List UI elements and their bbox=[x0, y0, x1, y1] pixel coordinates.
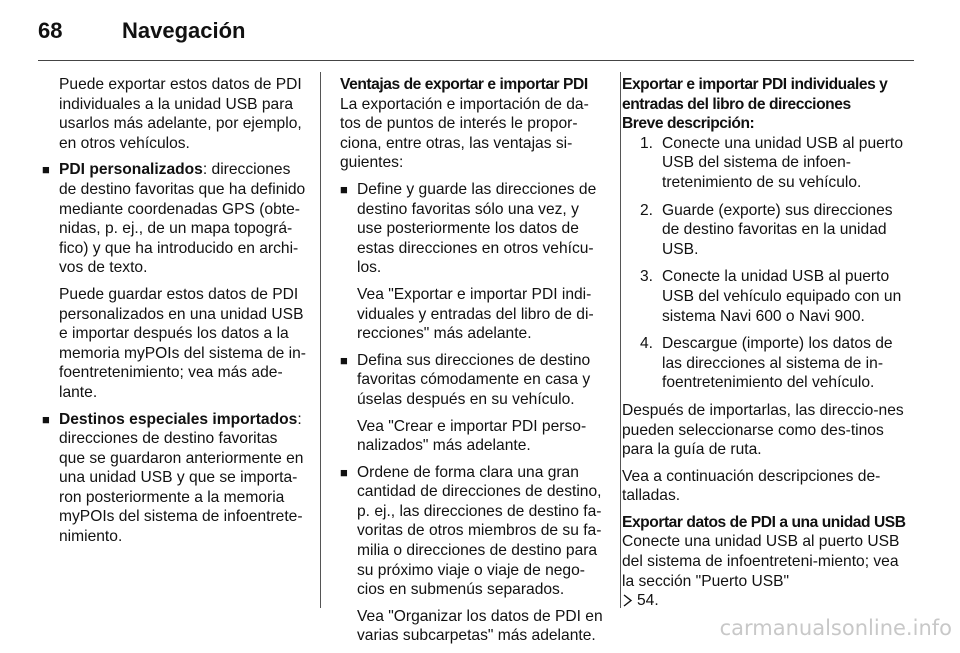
term-destinos-importados: Destinos especiales importados bbox=[59, 410, 298, 428]
col3-see-below: Vea a continuación descripciones de-talladas. bbox=[622, 467, 881, 505]
step-text: Descargue (importe) los datos de las direcciones al sistema de in-foentretenimiento del vehículo. bbox=[662, 335, 893, 392]
page-reference-arrow-icon[interactable] bbox=[622, 593, 633, 613]
column-2 bbox=[340, 75, 604, 653]
step-text: Conecte la unidad USB al puerto USB del vehículo equipado con un sistema Navi 600 o Navi 900. bbox=[662, 268, 902, 325]
step-item bbox=[622, 267, 906, 326]
step-text: Conecte una unidad USB al puerto USB del sistema de infoen-tretenimiento de su vehículo. bbox=[662, 134, 904, 191]
step-number: 3. bbox=[640, 268, 654, 286]
bullet-square-icon: ■ bbox=[340, 464, 348, 480]
step-number: 4. bbox=[640, 335, 654, 353]
bullet-square-icon: ■ bbox=[340, 352, 348, 368]
col2-bullet2-sub: Vea "Crear e importar PDI perso-nalizados" más adelante. bbox=[357, 417, 587, 455]
page-number: 68 bbox=[38, 18, 63, 43]
col2-intro: La exportación e importación de da-tos de puntos de interés le propor-ciona, entre otras, las ventajas si-guientes: bbox=[340, 95, 589, 172]
bullet-square-icon: ■ bbox=[42, 162, 50, 178]
header-divider bbox=[38, 60, 914, 61]
section-title: Navegación bbox=[122, 18, 246, 43]
col2-bullet1-text: Define y guarde las direcciones de destino favoritas sólo una vez, y use posteriormente los datos de estas direcciones en otros vehícu-los. bbox=[357, 180, 597, 277]
step-item bbox=[622, 201, 906, 260]
col1-bullet2-text: : direcciones de destino favoritas que se guardaron anteriormente en una unidad USB y que se importa-ron posteriormente a la memoria myPOIs del sistema de infoentrete-nimiento. bbox=[59, 410, 304, 546]
step-number: 1. bbox=[640, 134, 654, 152]
column-1 bbox=[42, 75, 306, 554]
term-pdi-personalizados: PDI personalizados bbox=[59, 161, 203, 179]
col2-bullet2-text: Defina sus direcciones de destino favoritas cómodamente en casa y úselas después en su vehículo. bbox=[357, 351, 591, 408]
col1-bullet1-sub: Puede guardar estos datos de PDI personalizados en una unidad USB e importar después los datos a la memoria myPOIs del sistema de in-foentretenimiento; vea más ade-lante. bbox=[59, 285, 306, 401]
column-separator-2 bbox=[620, 72, 621, 608]
col2-bullet3-sub: Vea "Organizar los datos de PDI en varias subcarpetas" más adelante. bbox=[357, 607, 603, 645]
col1-bullet-imported-destinations bbox=[42, 410, 306, 547]
col3-heading-export: Exportar datos de PDI a una unidad USB bbox=[622, 513, 906, 531]
column-separator-1 bbox=[320, 72, 321, 608]
col3-export-text: Conecte una unidad USB al puerto USB del sistema de infoentreteni-miento; vea la sección "Puerto USB" bbox=[622, 533, 900, 590]
step-item bbox=[622, 134, 906, 193]
step-number: 2. bbox=[640, 201, 654, 219]
column-3 bbox=[622, 75, 906, 620]
step-item bbox=[622, 334, 906, 393]
col3-subheading: Breve descripción: bbox=[622, 115, 755, 133]
col2-bullet-3 bbox=[340, 463, 604, 600]
col2-bullet3-text: Ordene de forma clara una gran cantidad de direcciones de destino, p. ej., las direcciones de destino fa-voritas de otros miembros de su fa-milia o direcciones de destino para su próximo viaje o viaje de nego-cios en submenús separados. bbox=[357, 463, 602, 599]
bullet-square-icon: ■ bbox=[340, 181, 348, 197]
col3-after-steps: Después de importarlas, las direccio-nes pueden seleccionarse como des-tinos para la guía de ruta. bbox=[622, 401, 904, 459]
watermark: carmanualsonline.info bbox=[719, 616, 952, 640]
bullet-square-icon: ■ bbox=[42, 411, 50, 427]
col1-intro: Puede exportar estos datos de PDI individuales a la unidad USB para usarlos más adelante, por ejemplo, en otros vehículos. bbox=[59, 76, 302, 152]
page-reference[interactable]: 54. bbox=[637, 592, 659, 610]
col3-export-paragraph bbox=[622, 532, 906, 612]
col2-bullet-1 bbox=[340, 180, 604, 278]
col1-bullet1-text: : direcciones de destino favoritas que ha definido mediante coordenadas GPS (obte-nidas, p. ej., de un mapa topográ-fico) y que ha introducido en archi-vos de texto. bbox=[59, 161, 306, 277]
col3-heading: Exportar e importar PDI individuales y entradas del libro de direcciones bbox=[622, 76, 888, 113]
col2-bullet-2 bbox=[340, 351, 604, 410]
col1-bullet-personal-poi bbox=[42, 160, 306, 278]
step-text: Guarde (exporte) sus direcciones de destino favoritas en la unidad USB. bbox=[662, 201, 893, 258]
col2-heading: Ventajas de exportar e importar PDI bbox=[340, 76, 588, 93]
col2-bullet1-sub: Vea "Exportar e importar PDI indi-viduales y entradas del libro de di-recciones" más adelante. bbox=[357, 285, 594, 343]
